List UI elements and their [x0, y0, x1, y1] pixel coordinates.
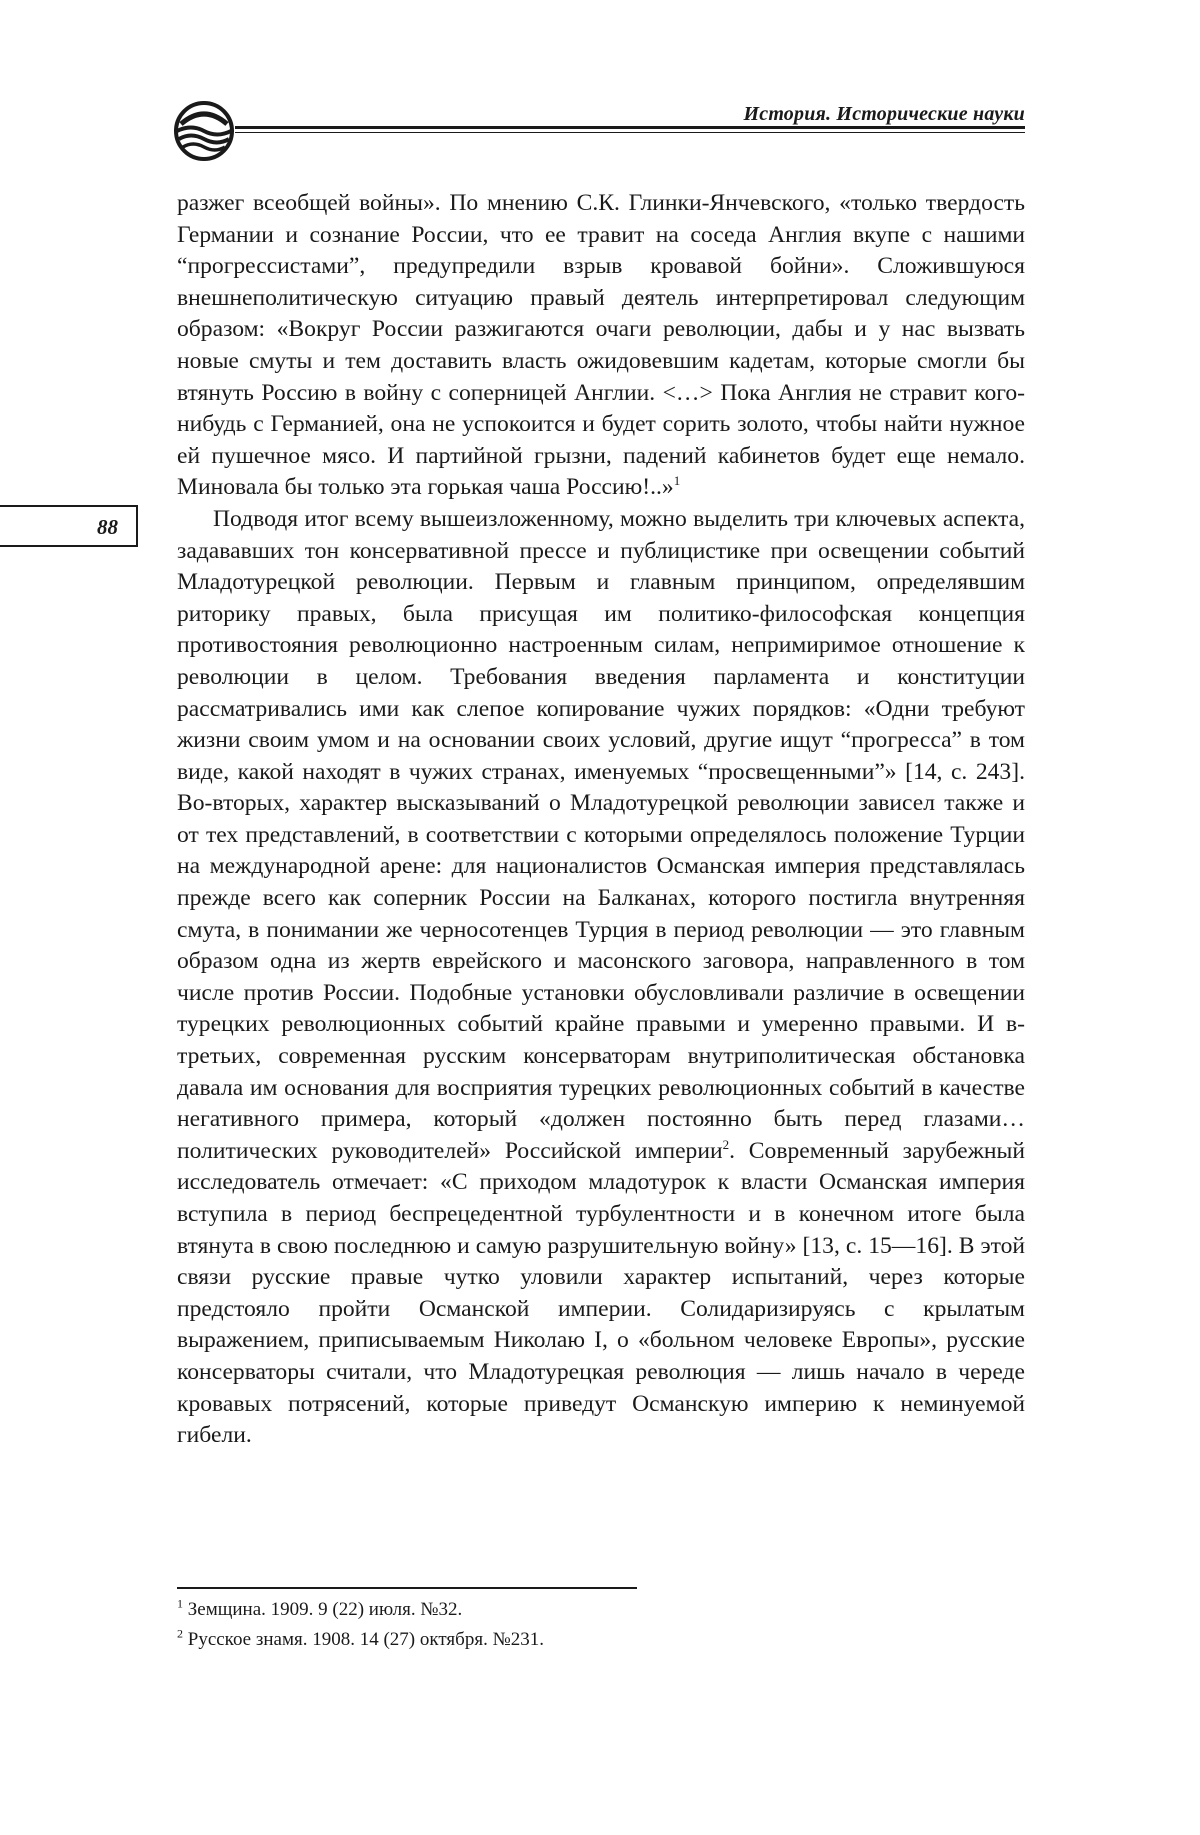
- footnote-2: [177, 1625, 1025, 1655]
- footnotes: [177, 1595, 1025, 1655]
- running-header-title: История. Исторические науки: [743, 103, 1025, 125]
- page-number: 88: [97, 515, 118, 539]
- paragraph-2-text-a: Подводя итог всему вышеизложенному, можно выделить три ключевых аспекта, задававших тон консервативной прессе и публицистике при освещении событий Младотурецкой революции. Первым и главным принципом, определявшим риторику правых, была присущая им политико-философская концепция противостояния революционно настроенным силам, непримиримое отношение к революции в целом. Требования введения парламента и конституции рассматривались ими как слепое копирование чужих порядков: «Одни требуют жизни своим умом и на основании своих условий, другие ищут “прогресса” в том виде, какой находят в чужих странах, именуемых “просвещенными”» [14, с. 243]. Во-вторых, характер высказываний о Младотурецкой революции зависел также и от тех представлений, в соответствии с которыми определялось положение Турции на международной арене: для националистов Османская империя представлялась прежде всего как соперник России на Балканах, которого постигла внутренняя смута, в понимании же черносотенцев Турция в период революции — это главным образом одна из жертв еврейского и масонского заговора, направленного в том числе против России. Подобные установки обусловливали различие в освещении турецких революционных событий крайне правыми и умеренно правыми. И в-третьих, современная русским консерваторам внутриполитическая обстановка давала им основания для восприятия турецких революционных событий в качестве негативного примера, который «должен постоянно быть перед глазами… политических руководителей» Российской империи: [177, 505, 1025, 1164]
- footnote-2-mark: 2: [177, 1626, 183, 1641]
- paragraph-1: [177, 188, 1025, 504]
- footnote-separator: [177, 1587, 637, 1589]
- footnote-ref-2: 2: [722, 1136, 730, 1152]
- footnote-2-text: Русское знамя. 1908. 14 (27) октября. №231.: [183, 1629, 544, 1650]
- footnote-1: [177, 1595, 1025, 1625]
- paragraph-1-text: разжег всеобщей войны». По мнению С.К. Глинки-Янчевского, «только твердость Германии и сознание России, что ее травит на соседа Англия вкупе с нашими “прогрессистами”, предупредили взрыв кровавой бойни». Сложившуюся внешнеполитическую ситуацию правый деятель интерпретировал следующим образом: «Вокруг России разжигаются очаги революции, дабы и у нас вызвать новые смуты и тем доставить власть ожидовевшим кадетам, которые смогли бы втянуть Россию в войну с соперницей Англии. <…> Пока Англия не стравит кого-нибудь с Германией, она не успокоится и будет сорить золото, чтобы найти нужное ей пушечное мясо. И партийной грызни, падений кабинетов будет еще немало. Миновала бы только эта горькая чаша Россию!..»: [177, 190, 1025, 501]
- page-number-tab: [0, 505, 138, 547]
- header-rule: [235, 126, 1025, 129]
- footnote-ref-1: 1: [673, 473, 681, 489]
- journal-logo-icon: [173, 100, 235, 162]
- article-body: [177, 188, 1025, 1452]
- paragraph-2-text-b: . Современный зарубежный исследователь отмечает: «С приходом младотурок к власти Османская империя вступила в период беспрецедентной турбулентности и в конечном итоге была втянута в свою последнюю и самую разрушительную войну» [13, с. 15—16]. В этой связи русские правые чутко уловили характер испытаний, через которые предстояло пройти Османской империи. Солидаризируясь с крылатым выражением, приписываемым Николаю I, о «больном человеке Европы», русские консерваторы считали, что Младотурецкая революция — лишь начало в череде кровавых потрясений, которые приведут Османскую империю к неминуемой гибели.: [177, 1137, 1025, 1449]
- footnote-1-text: Земщина. 1909. 9 (22) июля. №32.: [183, 1599, 463, 1620]
- paragraph-2: [177, 504, 1025, 1452]
- footnote-1-mark: 1: [177, 1596, 183, 1611]
- header-rule-thin: [235, 132, 1025, 133]
